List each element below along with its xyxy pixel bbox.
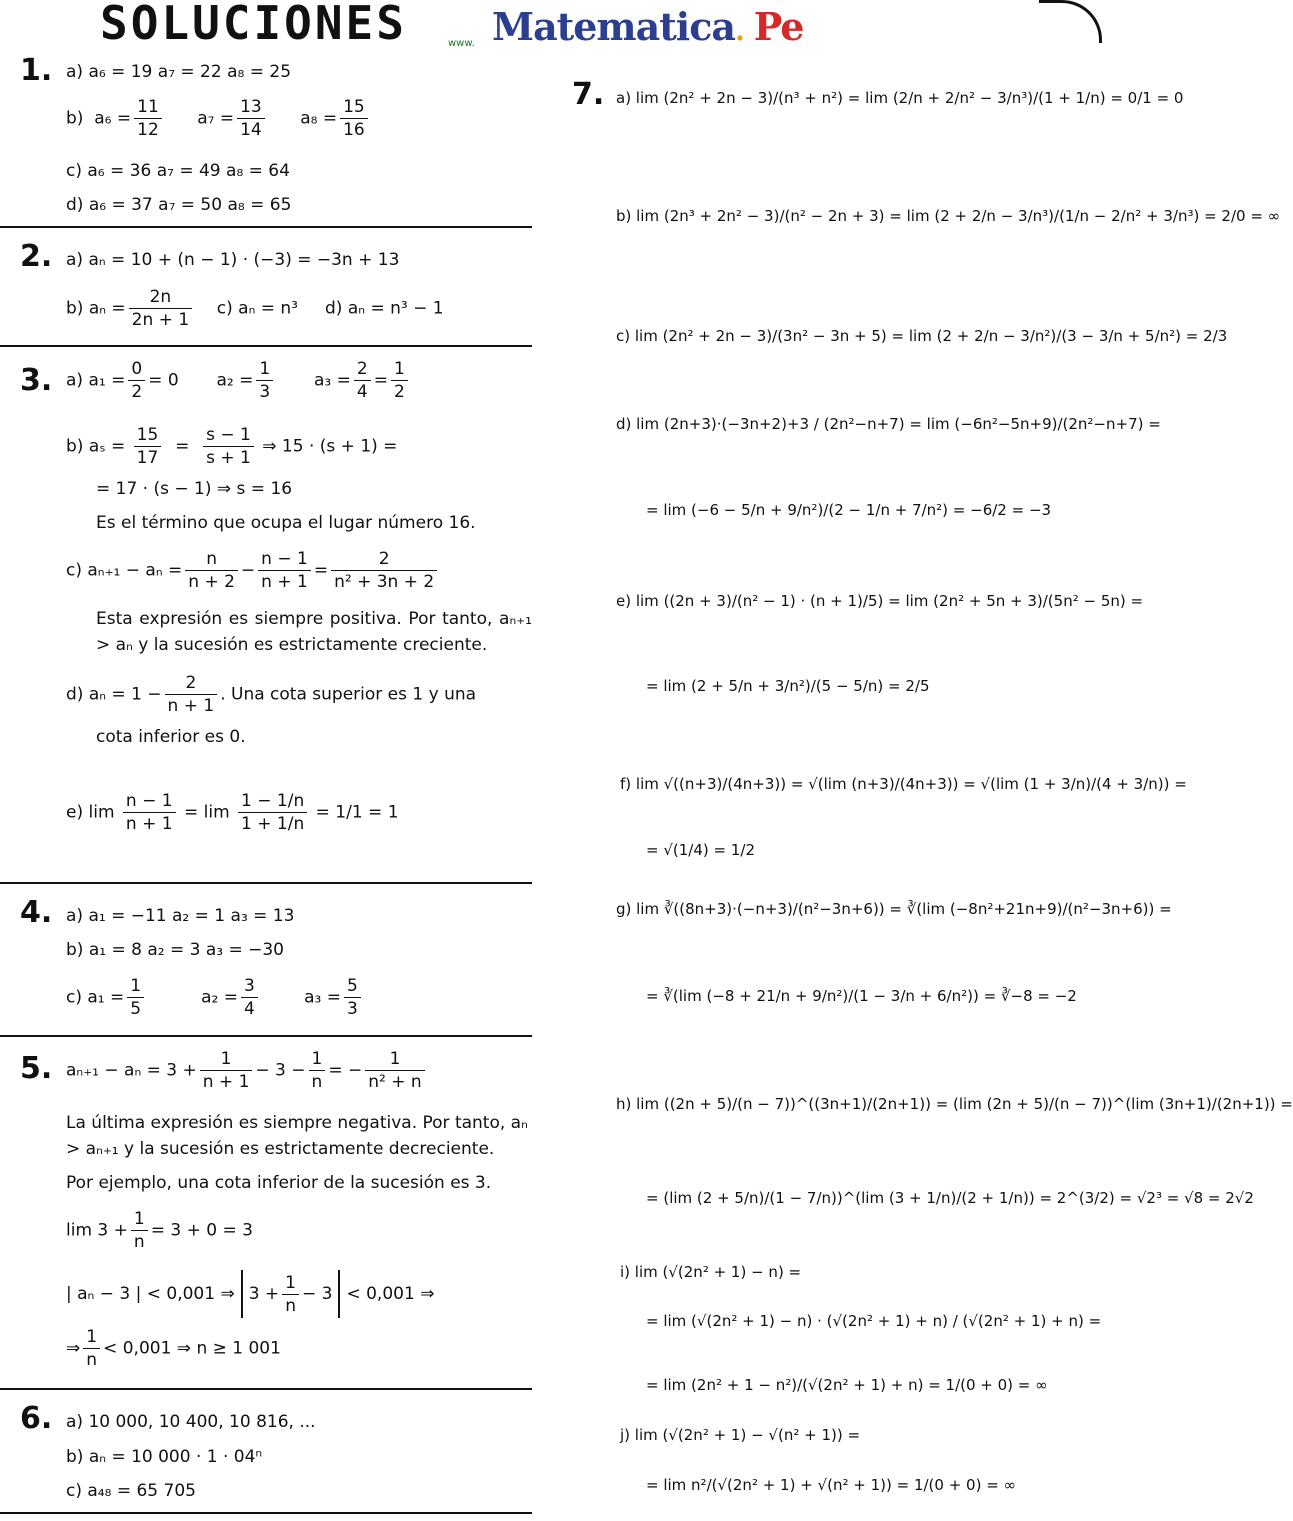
p7-h2: = (lim (2 + 5/n)/(1 − 7/n))^(lim (3 + 1/n)/(2 + 1/n)) = 2^(3/2) = √2³ = √8 = 2√2 (646, 1189, 1254, 1207)
section-divider (0, 345, 532, 347)
p7-e1: e) lim ((2n + 3)/(n² − 1) · (n + 1)/5) = lim (2n² + 5n + 3)/(5n² − 5n) = (616, 592, 1144, 610)
p1-a: a) a₆ = 19 a₇ = 22 a₈ = 25 (66, 62, 292, 82)
p7-b: b) lim (2n³ + 2n² − 3)/(n² − 2n + 3) = lim (2 + 2/n − 3/n³)/(1/n − 2/n² + 3/n³) = 2/0 = ∞ (616, 207, 1281, 225)
fraction: $\frac{15}{17}$ (134, 424, 162, 469)
p3-d: d) aₙ = 1 − $\frac{2}{n + 1}$ . Una cota superior es 1 y una (66, 673, 477, 716)
p5-text1: La última expresión es siempre negativa. Por tanto, aₙ > aₙ₊₁ y la sucesión es estrictamente decreciente. (66, 1113, 528, 1159)
p7-h1: h) lim ((2n + 5)/(n − 7))^((3n+1)/(2n+1)) = (lim (2n + 5)/(n − 7))^(lim (3n+1)/(2n+1)) = (616, 1095, 1293, 1113)
problem-number: 7. (572, 77, 605, 112)
logo-dot: . (735, 14, 744, 47)
fraction: $\frac{1}{n + 1}$ (200, 1048, 253, 1093)
p3-b-text: Es el término que ocupa el lugar número 16. (96, 513, 476, 533)
p3-c: c) aₙ₊₁ − aₙ = $\frac{n}{n + 2}$ − $\frac{n - 1}{n + 1}$ = $\frac{2}{\text{n² + 3n + 2}}$ (66, 548, 440, 593)
p3-d-text: cota inferior es 0. (96, 727, 246, 747)
fraction: $\frac{s - 1}{s + 1}$ (203, 424, 254, 469)
problem-number: 2. (20, 239, 53, 274)
p7-e2: = lim (2 + 5/n + 3/n²)/(5 − 5/n) = 2/5 (646, 677, 930, 695)
p5-text2: Por ejemplo, una cota inferior de la sucesión es 3. (66, 1173, 492, 1193)
p2-d: d) aₙ = n³ − 1 (325, 298, 444, 319)
fraction: $\frac{1}{n}$ (309, 1048, 326, 1093)
p7-f1: f) lim √((n+3)/(4n+3)) = √(lim (n+3)/(4n+3)) = √(lim (1 + 3/n)/(4 + 3/n)) = (620, 775, 1187, 793)
section-divider (0, 226, 532, 228)
p5-lim: lim 3 + $\frac{1}{n}$ = 3 + 0 = 3 (66, 1209, 253, 1252)
p1-b (66, 96, 371, 141)
problem-number: 3. (20, 363, 53, 398)
problem-number: 1. (20, 53, 53, 88)
fraction: $\frac{2}{4}$ (354, 358, 371, 403)
p4-a: a) a₁ = −11 a₂ = 1 a₃ = 13 (66, 906, 295, 926)
p1-b-a6: a₆ = (94, 108, 132, 129)
fraction: $\frac{15}{16}$ (340, 96, 368, 141)
page-title: SOLUCIONES (100, 0, 407, 50)
fraction: $\frac{2}{n + 1}$ (165, 672, 218, 717)
fraction: $\frac{11}{12}$ (134, 96, 162, 141)
p7-d1: d) lim (2n+3)·(−3n+2)+3 / (2n²−n+7) = lim (−6n²−5n+9)/(2n²−n+7) = (616, 415, 1161, 433)
abs-bar (338, 1270, 340, 1318)
p6-c: c) a₄₈ = 65 705 (66, 1481, 196, 1501)
section-divider (0, 1512, 532, 1514)
p7-i1: i) lim (√(2n² + 1) − n) = (620, 1263, 802, 1281)
p7-j1: j) lim (√(2n² + 1) − √(n² + 1)) = (620, 1426, 861, 1444)
problem-number: 4. (20, 895, 53, 930)
p7-a: a) lim (2n² + 2n − 3)/(n³ + n²) = lim (2/n + 2/n² − 3/n³)/(1 + 1/n) = 0/1 = 0 (616, 89, 1184, 107)
fraction: $\frac{2}{\text{n² + 3n + 2}}$ (331, 548, 437, 593)
p3-b-line2: = 17 · (s − 1) ⇒ s = 16 (96, 479, 293, 499)
p6-b: b) aₙ = 10 000 · 1 · 04ⁿ (66, 1447, 263, 1467)
p2-c: c) aₙ = n³ (216, 298, 298, 319)
fraction: $\frac{1}{n}$ (282, 1272, 299, 1317)
fraction: $\frac{1}{n}$ (83, 1326, 100, 1371)
p3-a: a) a₁ = $\frac{0}{2}$ = 0 a₂ = $\frac{1}{3}$ a₃ = $\frac{2}{4}$ = $\frac{1}{2}$ (66, 358, 411, 403)
p2-b (66, 286, 444, 331)
section-divider (0, 882, 532, 884)
problem-number: 6. (20, 1401, 53, 1436)
logo-brand-text: Matematica (492, 4, 735, 49)
p1-b-a8: a₈ = (300, 108, 338, 129)
p7-j2: = lim n²/(√(2n² + 1) + √(n² + 1)) = 1/(0 + 0) = ∞ (646, 1476, 1017, 1494)
p4-b: b) a₁ = 8 a₂ = 3 a₃ = −30 (66, 940, 284, 960)
fraction: $\frac{5}{3}$ (344, 975, 361, 1020)
fraction: $\frac{n}{n + 2}$ (185, 548, 238, 593)
fraction: $\frac{13}{14}$ (237, 96, 265, 141)
p4-c: c) a₁ = $\frac{1}{5}$ a₂ = $\frac{3}{4}$ a₃ = $\frac{5}{3}$ (66, 975, 364, 1020)
fraction: $\frac{n - 1}{n + 1}$ (258, 548, 311, 593)
section-divider (0, 1388, 532, 1390)
logo-www: www. (448, 38, 475, 49)
problem-number: 5. (20, 1051, 53, 1086)
fraction: $\frac{2n}{2n + 1}$ (129, 286, 192, 331)
abs-bar (241, 1270, 243, 1318)
fraction: $\frac{0}{2}$ (128, 358, 145, 403)
p3-c-text: Esta expresión es siempre positiva. Por tanto, aₙ₊₁ > aₙ y la sucesión es estrictamente creciente. (96, 609, 532, 655)
section-divider (0, 1035, 532, 1037)
fraction: $\frac{1}{n}$ (131, 1208, 148, 1253)
p7-g2: = ∛(lim (−8 + 21/n + 9/n²)/(1 − 3/n + 6/n²)) = ∛−8 = −2 (646, 987, 1077, 1005)
p5-abs: | aₙ − 3 | < 0,001 ⇒ 3 + $\frac{1}{n}$ − 3 < 0,001 ⇒ (66, 1270, 434, 1318)
p7-d2: = lim (−6 − 5/n + 9/n²)/(2 − 1/n + 7/n²) = −6/2 = −3 (646, 501, 1052, 519)
p7-c: c) lim (2n² + 2n − 3)/(3n² − 3n + 5) = lim (2 + 2/n − 3/n²)/(3 − 3/n + 5/n²) = 2/3 (616, 327, 1228, 345)
page-corner (1039, 0, 1102, 43)
fraction: $\frac{1}{5}$ (127, 975, 144, 1020)
p3-e: e) lim $\frac{n - 1}{n + 1}$ = lim $\frac{1 - 1/n}{1 + 1/n}$ = 1/1 = 1 (66, 791, 399, 834)
p5-line1: aₙ₊₁ − aₙ = 3 + $\frac{1}{n + 1}$ − 3 − $\frac{1}{n}$ = − $\frac{1}{\text{n² + n}}$ (66, 1048, 428, 1093)
fraction: $\frac{3}{4}$ (241, 975, 258, 1020)
p1-b-label: b) (66, 108, 84, 129)
p2-a: a) aₙ = 10 + (n − 1) · (−3) = −3n + 13 (66, 250, 400, 270)
p3-b: b) aₛ = $\frac{15}{17}$ = $\frac{s - 1}{s + 1}$ ⇒ 15 · (s + 1) = (66, 425, 398, 468)
p6-a: a) 10 000, 10 400, 10 816, ... (66, 1412, 316, 1432)
logo-brand (492, 4, 803, 49)
p7-i2: = lim (√(2n² + 1) − n) · (√(2n² + 1) + n) / (√(2n² + 1) + n) = (646, 1312, 1102, 1330)
fraction: $\frac{1}{2}$ (391, 358, 408, 403)
p1-b-a7: a₇ = (197, 108, 235, 129)
fraction: $\frac{1}{\text{n² + n}}$ (365, 1048, 424, 1093)
p7-f2: = √(1/4) = 1/2 (646, 841, 755, 859)
p5-last: ⇒ $\frac{1}{n}$ < 0,001 ⇒ n ≥ 1 001 (66, 1327, 281, 1370)
fraction: $\frac{1 - 1/n}{1 + 1/n}$ (238, 790, 307, 835)
p1-c: c) a₆ = 36 a₇ = 49 a₈ = 64 (66, 161, 290, 181)
fraction: $\frac{1}{3}$ (256, 358, 273, 403)
fraction: $\frac{n - 1}{n + 1}$ (123, 790, 176, 835)
logo-pe: Pe (753, 4, 804, 49)
p1-d: d) a₆ = 37 a₇ = 50 a₈ = 65 (66, 195, 292, 215)
p7-g1: g) lim ∛((8n+3)·(−n+3)/(n²−3n+6)) = ∛(lim (−8n²+21n+9)/(n²−3n+6)) = (616, 900, 1172, 918)
p7-i3: = lim (2n² + 1 − n²)/(√(2n² + 1) + n) = 1/(0 + 0) = ∞ (646, 1376, 1048, 1394)
p2-b-label: b) aₙ = (66, 298, 126, 319)
